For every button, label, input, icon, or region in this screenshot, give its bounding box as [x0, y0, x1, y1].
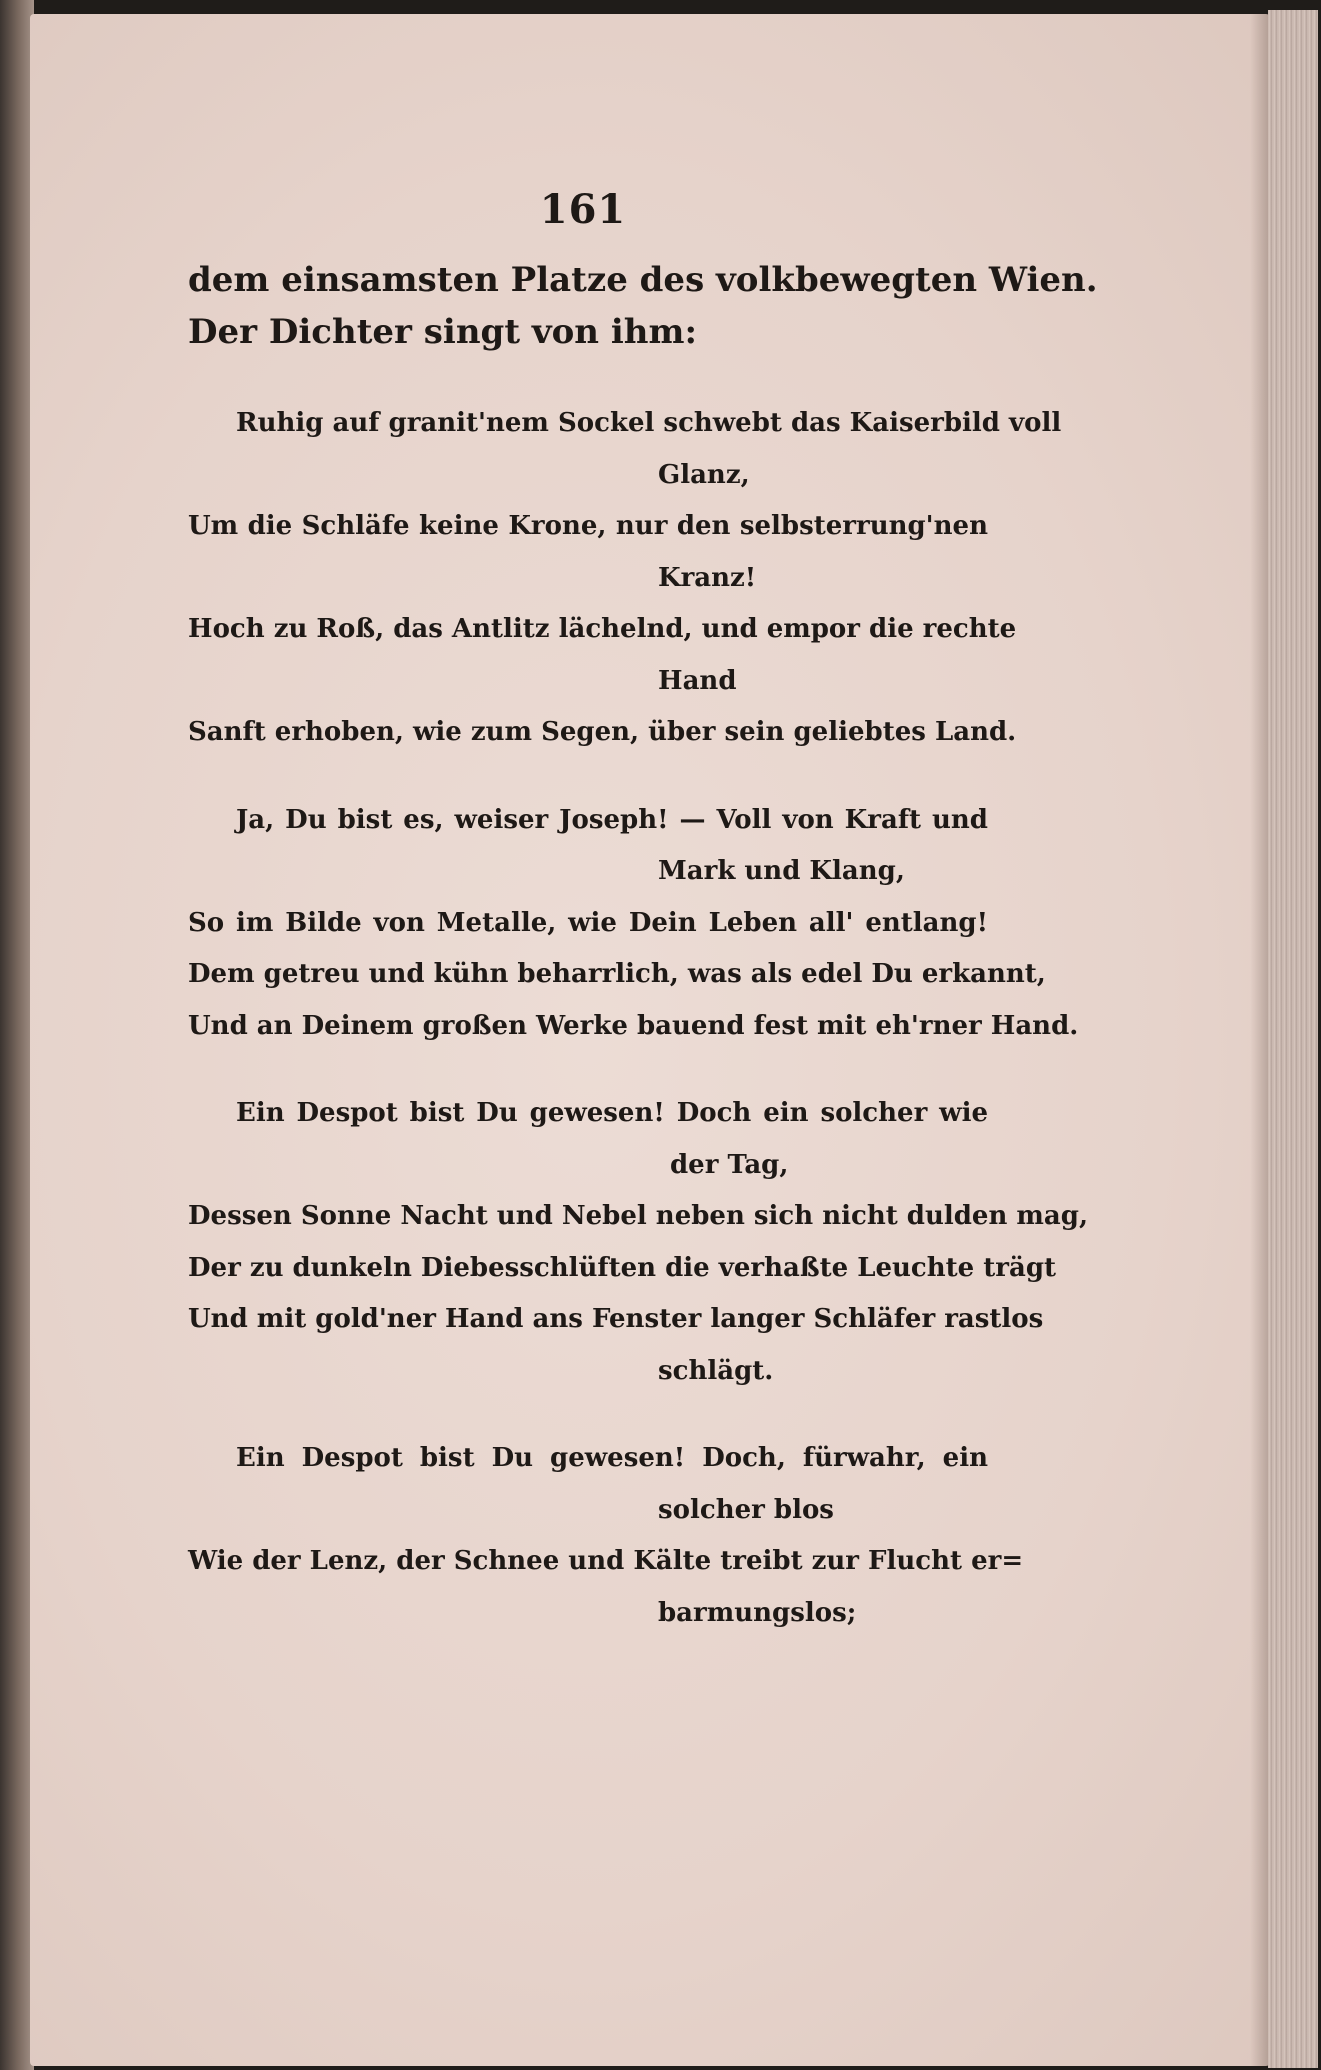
verse-line-continuation: Hand: [658, 665, 737, 696]
prose-line: dem einsamsten Platze des volkbewegten Wien.: [188, 260, 1098, 300]
verse-line: Und mit gold'ner Hand ans Fenster langer Schläfer rastlos: [188, 1304, 1044, 1334]
book-spine-edge: [0, 0, 34, 2070]
verse-line: Ruhig auf granit'nem Sockel schwebt das Kaiserbild voll: [236, 408, 1062, 438]
verse-line: So im Bilde von Metalle, wie Dein Leben all' entlang!: [188, 907, 988, 938]
poem-stanza-3: [188, 1088, 1089, 1397]
verse-line: Dem getreu und kühn beharrlich, was als edel Du erkannt,: [188, 959, 1046, 989]
poem-stanza-2: [188, 795, 1079, 1053]
verse-line: Um die Schläfe keine Krone, nur den selbsterrung'nen: [188, 511, 988, 541]
page-number: 161: [539, 186, 627, 233]
verse-line: Hoch zu Roß, das Antlitz lächelnd, und empor die rechte: [188, 614, 1017, 644]
verse-line-continuation: solcher blos: [658, 1494, 834, 1525]
verse-line-continuation: der Tag,: [670, 1149, 789, 1180]
book-fore-edge: [1268, 10, 1318, 2068]
verse-line-continuation: barmungslos;: [658, 1597, 857, 1628]
verse-line: Und an Deinem großen Werke bauend fest mit eh'rner Hand.: [188, 1010, 1079, 1041]
verse-line: Sanft erhoben, wie zum Segen, über sein geliebtes Land.: [188, 717, 1017, 747]
poem-stanza-4: [188, 1433, 1024, 1639]
verse-line-continuation: schlägt.: [658, 1355, 774, 1386]
verse-line: Dessen Sonne Nacht und Nebel neben sich nicht dulden mag,: [188, 1201, 1089, 1231]
verse-line: Ein Despot bist Du gewesen! Doch ein solcher wie: [236, 1098, 988, 1128]
verse-line: Der zu dunkeln Diebesschlüften die verhaßte Leuchte trägt: [188, 1252, 1057, 1283]
page-text: [188, 180, 1098, 1639]
verse-line: Wie der Lenz, der Schnee und Kälte treibt zur Flucht er=: [188, 1546, 1024, 1576]
prose-paragraph: [188, 254, 1098, 358]
verse-line-continuation: Glanz,: [658, 459, 750, 490]
verse-line: Ja, Du bist es, weiser Joseph! — Voll von Kraft und: [236, 804, 988, 835]
prose-line: Der Dichter singt von ihm:: [188, 312, 698, 352]
poem-stanza-1: [188, 398, 1062, 759]
verse-line-continuation: Kranz!: [658, 562, 757, 593]
verse-line-continuation: Mark und Klang,: [658, 856, 905, 886]
verse-line: Ein Despot bist Du gewesen! Doch, fürwahr, ein: [236, 1443, 988, 1473]
